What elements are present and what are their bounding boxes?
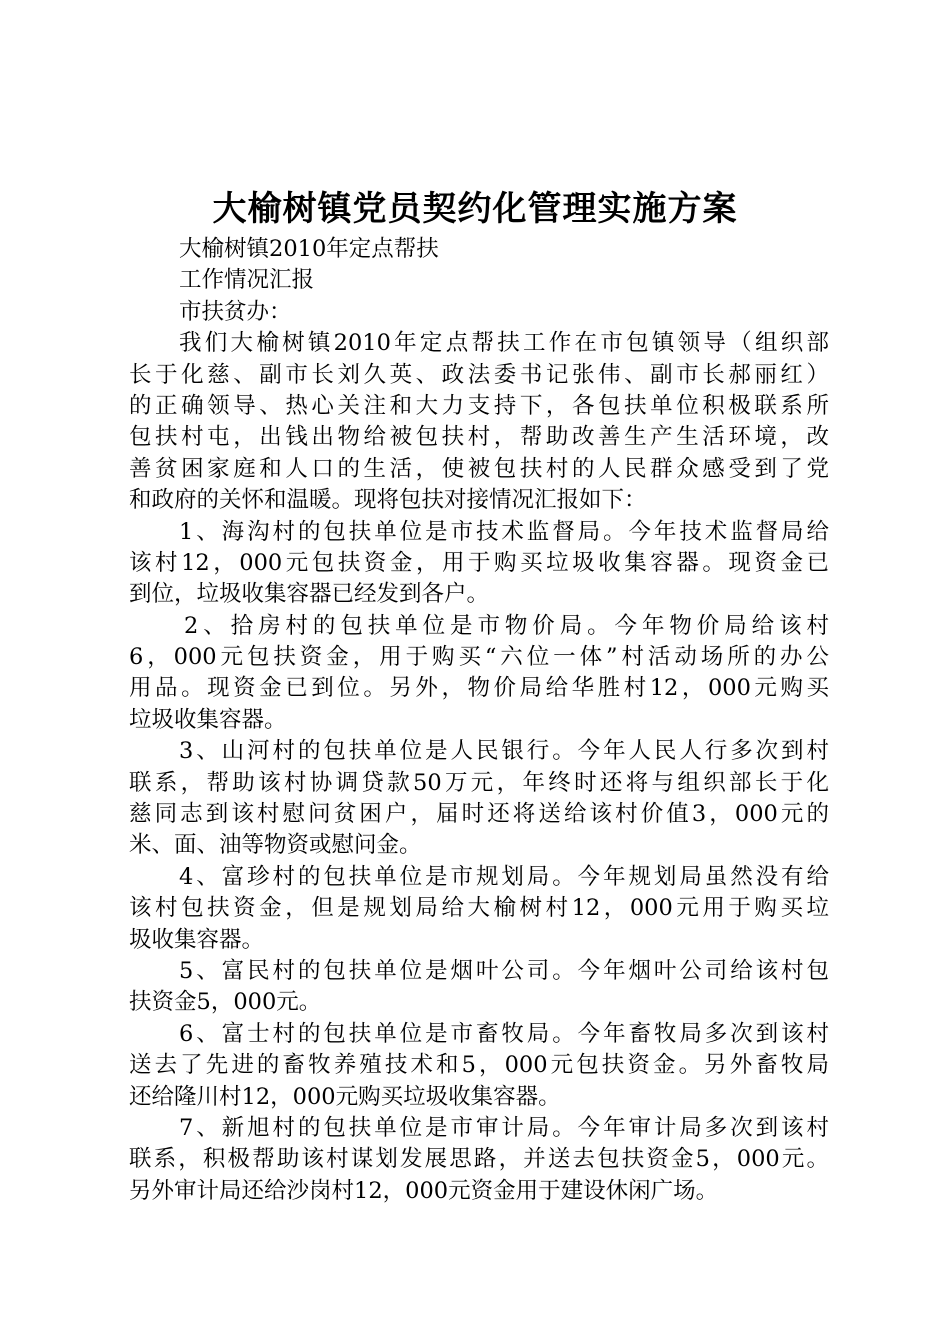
paragraph-line: 5、富民村的包扶单位是烟叶公司。今年烟叶公司给该村包 (179, 957, 829, 984)
paragraph-line: 6，000元包扶资金，用于购买“六位一体”村活动场所的办公 (129, 644, 829, 671)
paragraph-line: 联系，帮助该村协调贷款50万元，年终时还将与组织部长于化 (129, 769, 829, 796)
subtitle-line: 工作情况汇报 (179, 267, 315, 294)
paragraph-line: 还给隆川村12，000元购买垃圾收集容器。 (129, 1083, 561, 1110)
paragraph-line: 包扶村屯，出钱出物给被包扶村，帮助改善生产生活环境，改 (129, 424, 829, 451)
paragraph-line: 4、富珍村的包扶单位是市规划局。今年规划局虽然没有给 (179, 863, 829, 890)
document-title: 大榆树镇党员契约化管理实施方案 (212, 189, 738, 229)
paragraph-line: 用品。现资金已到位。另外，物价局给华胜村12，000元购买 (129, 675, 829, 702)
document-body (129, 234, 829, 1207)
paragraph-line: 该村包扶资金，但是规划局给大榆树村12，000元用于购买垃 (129, 895, 829, 922)
paragraph-line: 1、海沟村的包扶单位是市技术监督局。今年技术监督局给 (179, 518, 829, 545)
paragraph-line: 另外审计局还给沙岗村12，000元资金用于建设休闲广场。 (129, 1177, 719, 1204)
salutation: 市扶贫办： (179, 298, 292, 325)
paragraph-line: 垃圾收集容器。 (129, 706, 287, 733)
paragraph-line: 的正确领导、热心关注和大力支持下，各包扶单位积极联系所 (129, 392, 829, 419)
subtitle-line: 大榆树镇2010年定点帮扶 (179, 236, 439, 262)
paragraph-line: 和政府的关怀和温暖。现将包扶对接情况汇报如下： (129, 487, 647, 514)
paragraph-line: 米、面、油等物资或慰问金。 (129, 832, 422, 859)
paragraph-line: 我们大榆树镇2010年定点帮扶工作在市包镇领导（组织部 (179, 330, 829, 357)
paragraph-line: 该村12，000元包扶资金，用于购买垃圾收集容器。现资金已 (129, 549, 829, 576)
paragraph-line: 扶资金5，000元。 (129, 989, 322, 1016)
paragraph-line: 长于化慈、副市长刘久英、政法委书记张伟、副市长郝丽红） (129, 361, 829, 388)
paragraph-line: 3、山河村的包扶单位是人民银行。今年人民人行多次到村 (179, 738, 829, 765)
paragraph-line: 慈同志到该村慰问贫困户，届时还将送给该村价值3，000元的 (129, 801, 829, 828)
paragraph-line: 圾收集容器。 (129, 926, 265, 953)
paragraph-line: 7、新旭村的包扶单位是市审计局。今年审计局多次到该村 (179, 1114, 829, 1141)
paragraph-line: 送去了先进的畜牧养殖技术和5，000元包扶资金。另外畜牧局 (129, 1052, 829, 1079)
paragraph-line: 联系，积极帮助该村谋划发展思路，并送去包扶资金5，000元。 (129, 1146, 829, 1173)
paragraph-line: 善贫困家庭和人口的生活，使被包扶村的人民群众感受到了党 (129, 455, 829, 482)
paragraph-line: 6、富士村的包扶单位是市畜牧局。今年畜牧局多次到该村 (179, 1020, 829, 1047)
paragraph-line: 2、拾房村的包扶单位是市物价局。今年物价局给该村 (184, 612, 829, 639)
paragraph-line: 到位，垃圾收集容器已经发到各户。 (129, 581, 490, 608)
